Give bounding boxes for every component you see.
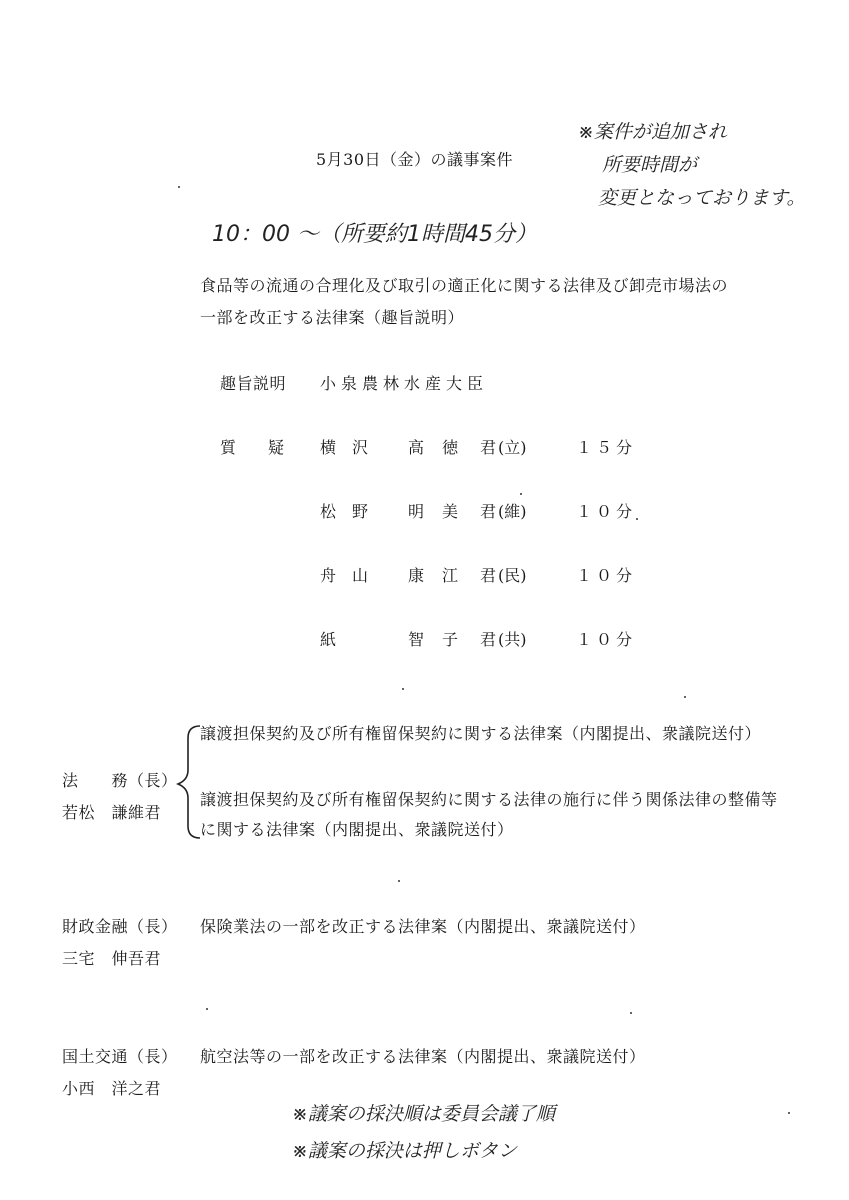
questioner-suffix: 君 [480,502,497,521]
questioner-party: (維) [498,502,527,521]
committee-bill: 航空法等の一部を改正する法律案（内閣提出、衆議院送付） [200,1047,646,1066]
questioner-given-2: 徳 [442,438,459,457]
scan-speck [684,696,686,698]
committee-bill-continued: に関する法律案（内閣提出、衆議院送付） [200,820,514,839]
agenda-title: 5月30日（金）の議事案件 [316,150,514,169]
questioner-time: １０分 [576,566,637,585]
session-time: 10：00 ～（所要約1時間45分） [212,222,537,247]
scan-speck [206,1008,208,1010]
committee-bill: 保険業法の一部を改正する法律案（内閣提出、衆議院送付） [200,917,646,936]
questioner-given: 明 [408,502,425,521]
questioner-given-2: 美 [442,502,459,521]
handwritten-note-line-3: 変更となっております。 [598,187,806,209]
scan-speck [788,1112,790,1114]
questioner-given: 康 [408,566,425,585]
questioner-given: 智 [408,630,425,649]
questioner-time: １５分 [576,438,637,457]
committee-bill: 譲渡担保契約及び所有権留保契約に関する法律案（内閣提出、衆議院送付） [200,724,762,743]
questioner-surname: 紙 [320,630,337,649]
questioner-suffix: 君 [480,566,497,585]
questioner-given-2: 江 [442,566,459,585]
questioner-party: (立) [498,438,527,457]
questioner-given-2: 子 [442,630,459,649]
bill-title-line-1: 食品等の流通の合理化及び取引の適正化に関する法律及び卸売市場法の [200,276,729,295]
committee-name: 国土交通（長） [62,1047,178,1066]
questioner-time: １０分 [576,630,637,649]
scan-speck [630,1012,632,1014]
questioner-suffix: 君 [480,438,497,457]
handwritten-note-line-2: 所要時間が [602,154,698,176]
committee-chair: 小西 洋之君 [62,1079,162,1098]
explanation-speaker: 小泉農林水産大臣 [320,374,489,393]
committee-chair: 若松 謙維君 [62,803,162,822]
committee-bill: 譲渡担保契約及び所有権留保契約に関する法律の施行に伴う関係法律の整備等 [200,790,778,809]
bill-title-line-2: 一部を改正する法律案（趣旨説明） [200,308,465,327]
scan-speck [520,493,522,495]
scan-speck [178,186,180,188]
questioner-suffix: 君 [480,630,497,649]
questioner-party: (共) [498,630,527,649]
committee-chair: 三宅 伸吾君 [62,949,162,968]
handwritten-note [578,116,805,215]
questioner-surname: 舟 [320,566,337,585]
footer-note: ※議案の採決は押しボタン [292,1140,517,1162]
questioner-surname-2: 山 [352,566,369,585]
questioner-surname-2: 沢 [352,438,369,457]
committee-name: 法 務（長） [62,771,178,790]
questioner-surname: 松 [320,502,337,521]
handwritten-note-line-1: ※案件が追加され [578,121,727,143]
scan-speck [398,880,400,882]
questioner-given: 高 [408,438,425,457]
scan-speck [636,518,638,520]
footer-note: ※議案の採決順は委員会議了順 [292,1103,555,1125]
questioner-surname: 横 [320,438,337,457]
scan-speck [402,688,404,690]
questioner-party: (民) [498,566,527,585]
explanation-label: 趣旨説明 [220,374,287,393]
questioner-surname-2: 野 [352,502,369,521]
committee-name: 財政金融（長） [62,917,178,936]
question-label: 質 疑 [220,438,293,457]
questioner-time: １０分 [576,502,637,521]
